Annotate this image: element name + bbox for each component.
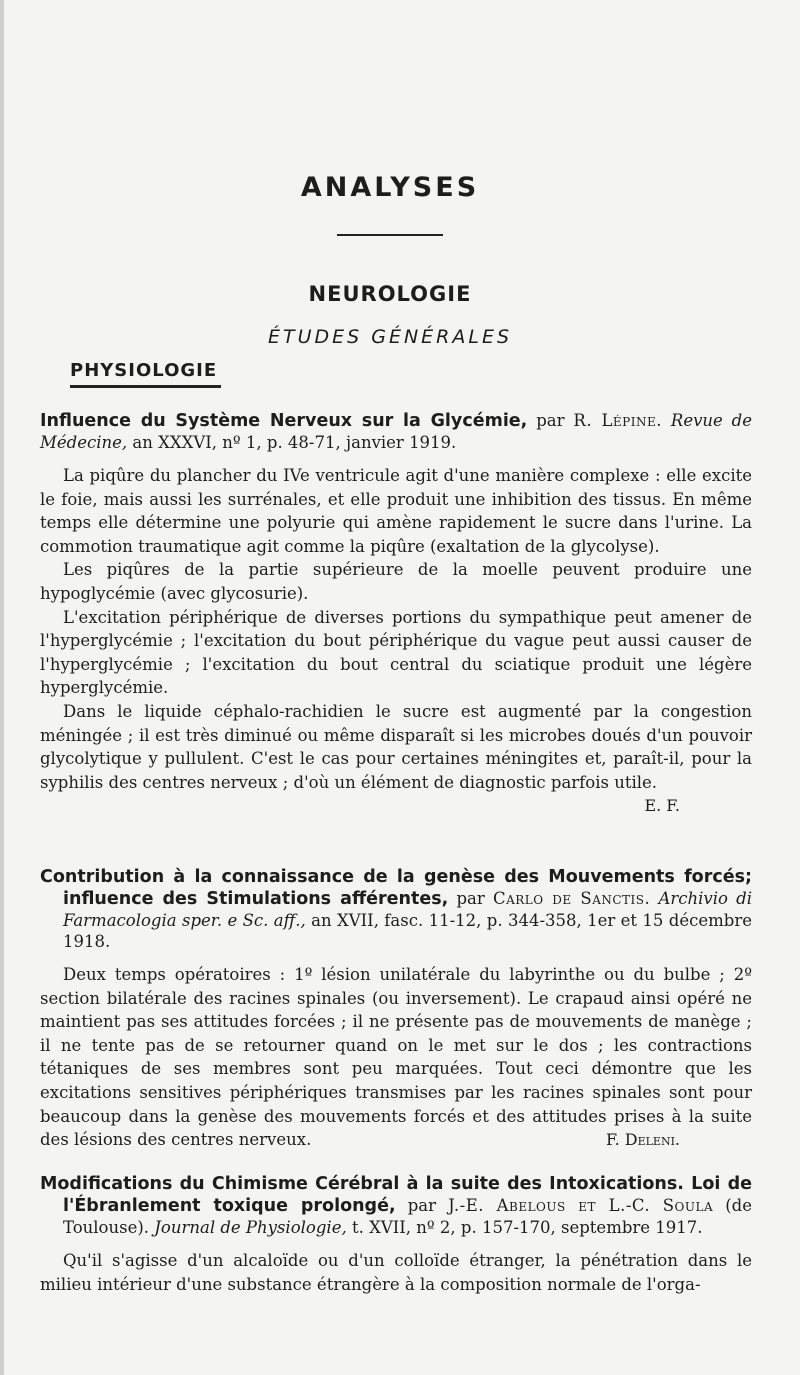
section-heading: NEUROLOGIE — [308, 282, 472, 306]
page-edge — [0, 0, 4, 1375]
article-author: R. Lépine. — [573, 411, 663, 430]
category-heading: PHYSIOLOGIE — [70, 360, 218, 381]
title-divider — [337, 234, 443, 236]
article-title: Modifications du Chimisme Cérébral à la suite des Intoxications. Loi de l'Ébranlement toxique prolongé, — [40, 1174, 752, 1216]
article-title: Contribution à la connaissance de la genèse des Mouvements forcés; influence des Stimulations afférentes, — [40, 867, 752, 909]
article-3-header — [40, 1173, 752, 1238]
paragraph: Qu'il s'agisse d'un alcaloïde ou d'un colloïde étranger, la pénétration dans le milieu intérieur d'une substance étrangère à la composition normale de l'orga- — [40, 1251, 752, 1294]
by-word: par — [456, 889, 485, 908]
article-1-header — [40, 410, 752, 453]
article-author: J.-E. Abelous et L.-C. Soula — [448, 1196, 714, 1215]
paragraph: La piqûre du plancher du IVe ventricule agit d'une manière complexe : elle excite le foie, mais aussi les surrénales, et elle produit une inhibition des tissus. En même temps elle détermine une polyurie qui amène rapidement le sucre dans l'urine. La commotion traumatique agit comme la piqûre (exaltation de la glycolyse). — [40, 466, 752, 556]
article-author: Carlo de Sanctis. — [492, 889, 651, 908]
article-2-header — [40, 866, 752, 952]
journal-name: Journal de Physiologie, — [154, 1218, 347, 1237]
page-title: ANALYSES — [300, 172, 480, 203]
journal-ref: t. XVII, nº 2, p. 157-170, septembre 1917. — [351, 1218, 703, 1237]
article-1 — [40, 410, 752, 818]
journal-name: Revue de Médecine, — [40, 411, 753, 452]
journal-name: Archivio di Farmacologia sper. e Sc. aff., — [63, 889, 752, 930]
author-affiliation: (de Toulouse). — [63, 1196, 752, 1237]
paragraph: L'excitation périphérique de diverses portions du sympathique peut amener de l'hyperglycémie ; l'excitation du bout périphérique du vague peut aussi causer de l'hyperglycémie ; l'excitation du bout central du sciatique produit une légère hyperglycémie. — [40, 607, 752, 698]
paragraph: Dans le liquide céphalo-rachidien le sucre est augmenté par la congestion méningée ; il est très diminué ou même disparaît si les microbes doués d'un pouvoir glycolytique y pullulent. C'est le cas pour certaines méningites et, paraît-il, pour la syphilis des centres nerveux ; d'où un élément de diagnostic parfois utile. — [40, 701, 752, 792]
by-word: par — [407, 1196, 436, 1215]
paragraph: Les piqûres de la partie supérieure de la moelle peuvent produire une hypoglycémie (avec glycosurie). — [40, 560, 752, 603]
journal-ref: an XXXVI, nº 1, p. 48-71, janvier 1919. — [132, 433, 457, 452]
article-2 — [40, 866, 752, 1152]
category-underline — [70, 385, 221, 388]
paragraph: Deux temps opératoires : 1º lésion unilatérale du labyrinthe ou du bulbe ; 2º section bilatérale des racines spinales (ou inversement). Le crapaud ainsi opéré ne maintient pas ses attitudes forcées ; il ne présente pas de mouvements de manège ; il ne tente pas de se retourner quand on le met sur le dos ; les contractions tétaniques de ses membres sont peu marquées. Tout ceci démontre que les excitations sensitives périphériques transmises par les racines spinales sont pour beaucoup dans la genèse des mouvements forcés et des attitudes prises à la suite des lésions des centres nerveux. — [40, 965, 752, 1150]
signature-text: F. Deleni. — [605, 1129, 680, 1149]
by-word: par — [536, 411, 565, 430]
signature: E. F. — [644, 796, 680, 816]
article-title: Influence du Système Nerveux sur la Glycémie, — [40, 411, 528, 431]
article-3 — [40, 1173, 752, 1296]
subsection-heading: ÉTUDES GÉNÉRALES — [267, 326, 513, 348]
journal-ref: an XVII, fasc. 11-12, p. 344-358, 1er et 15 décembre 1918. — [63, 911, 752, 951]
